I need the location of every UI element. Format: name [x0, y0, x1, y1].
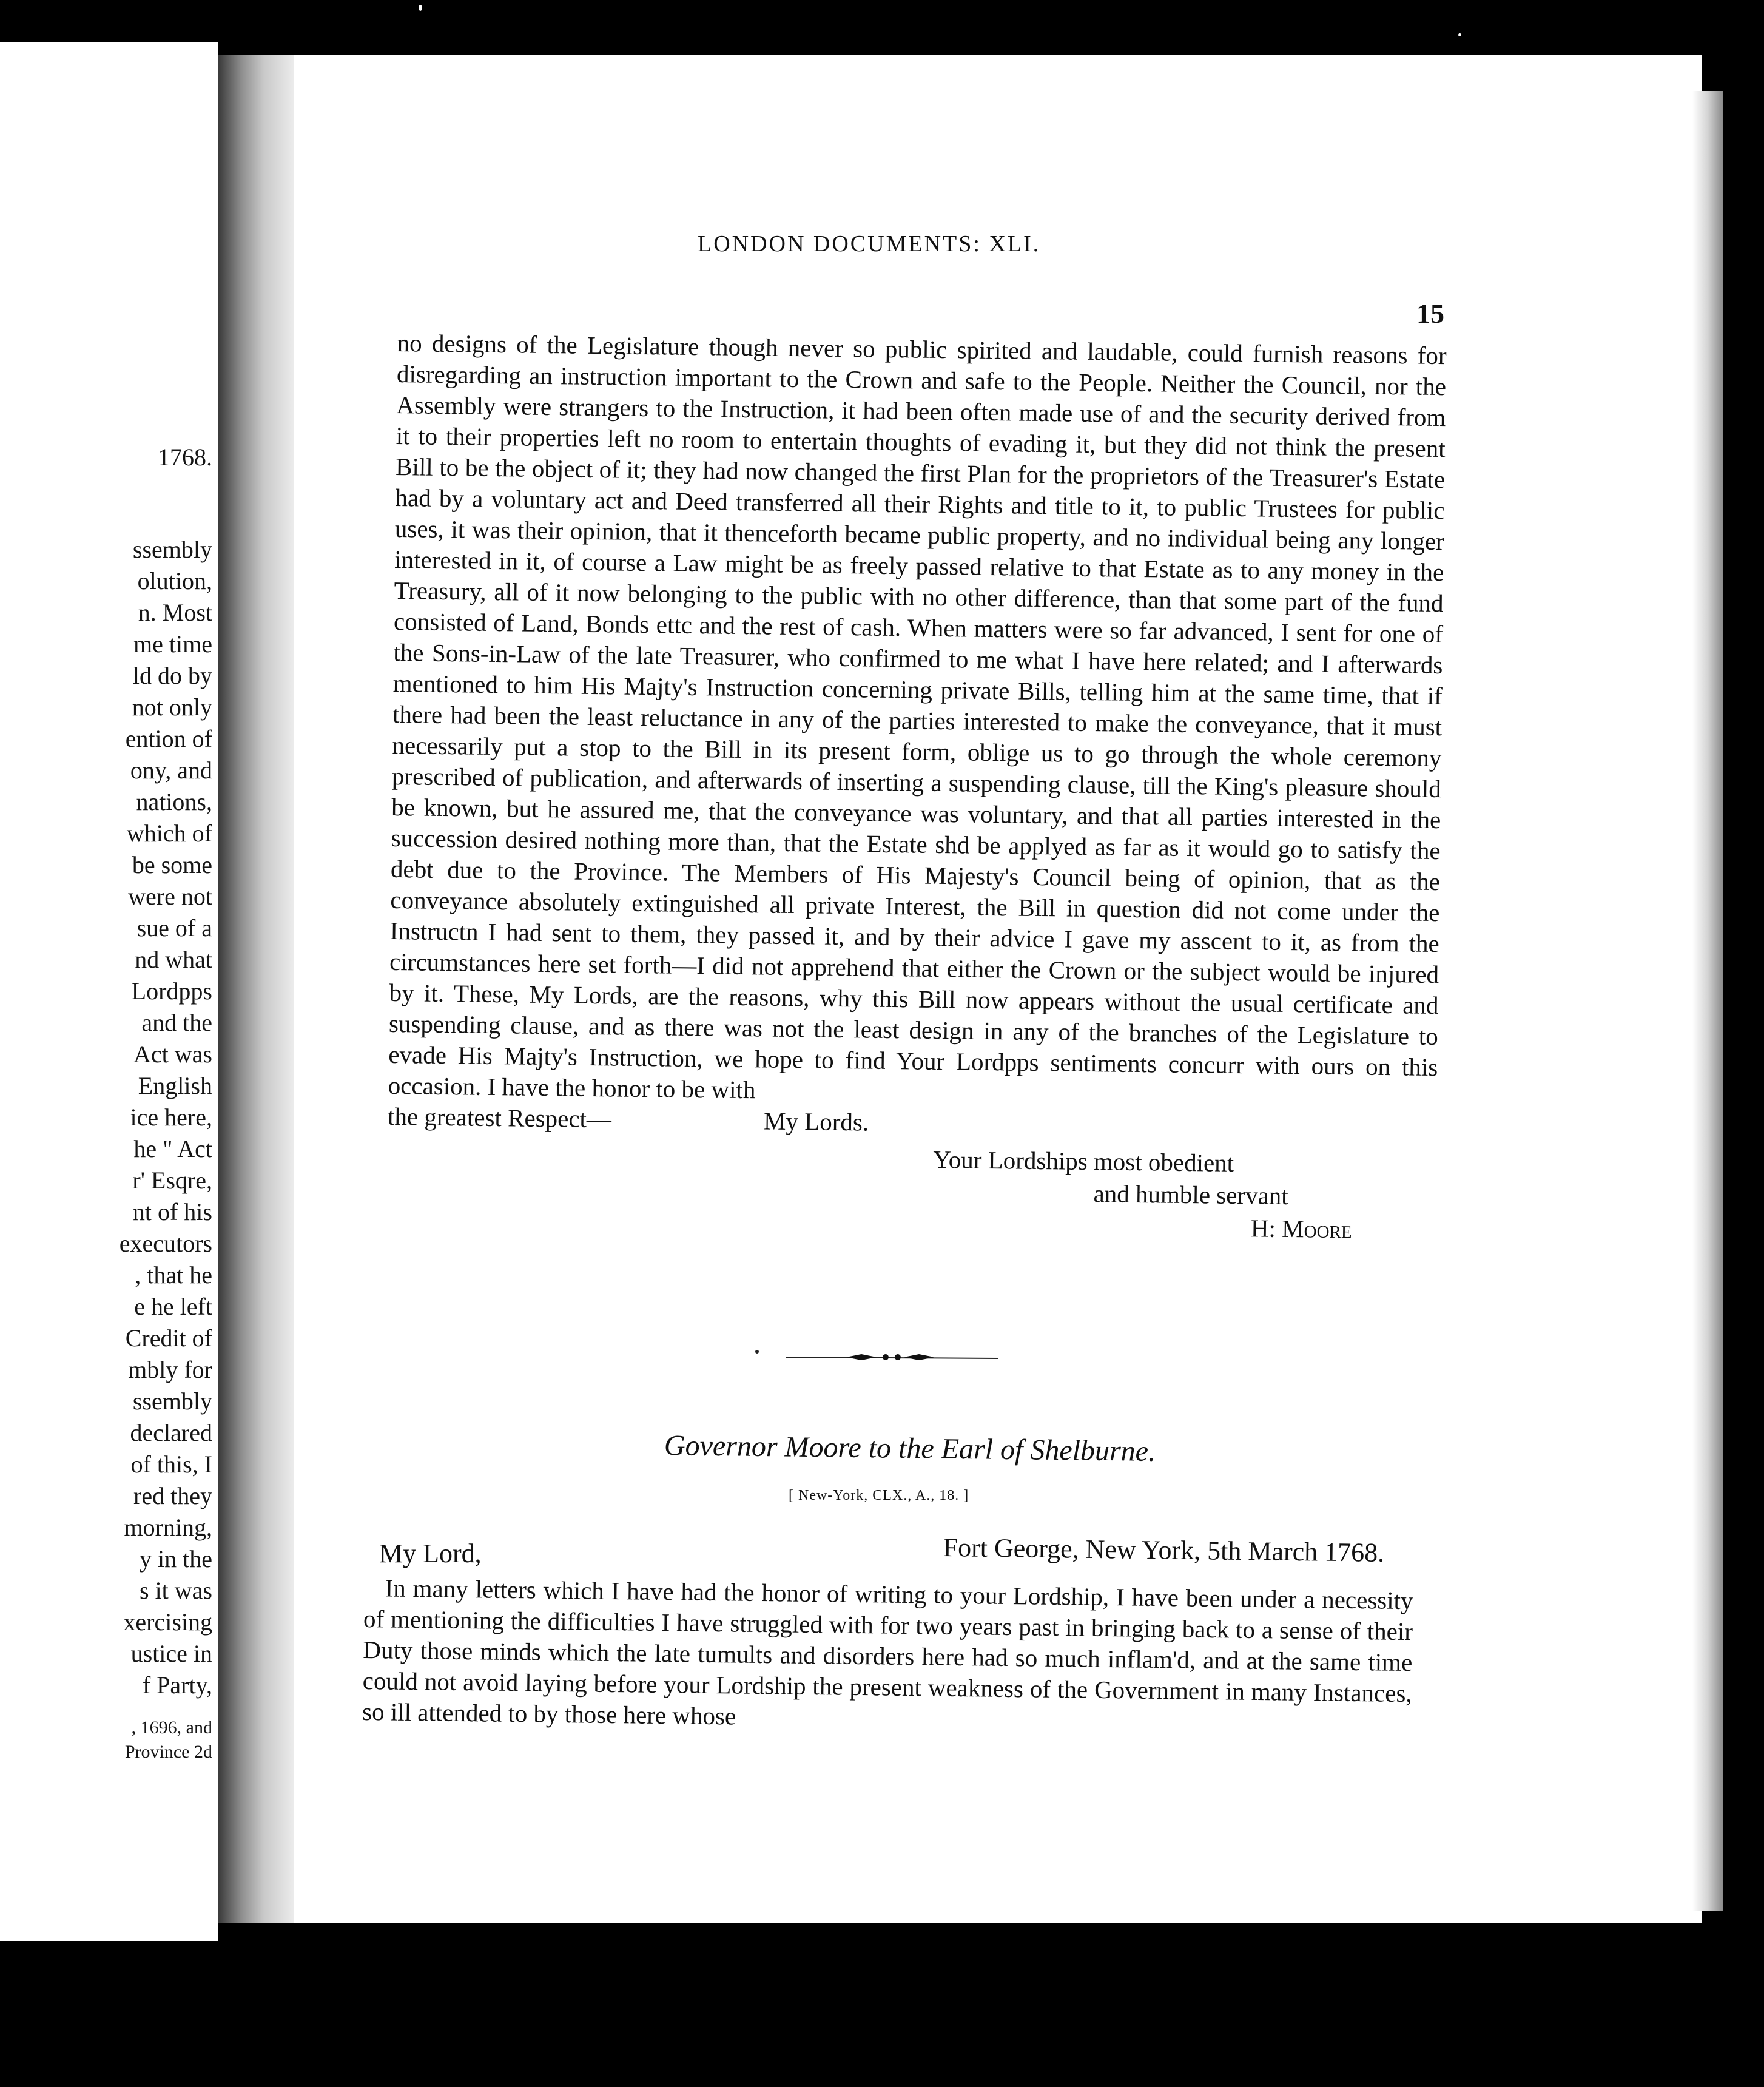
facing-page-fragment: not only — [132, 693, 212, 721]
letter-paragraph: In many letters which I have had the honor of writing to your Lordship, I have been under a necessity of mentioning the difficulties I have struggled with for two years past in bringing back to a sense of their Duty those minds which the late tumults and disorders here had so much inflam'd, and at the same time could not avoid laying before your Lordship the present weakness of the Government in many Instances, so ill attended to by those here whose — [362, 1574, 1413, 1730]
facing-page-fragment: s it was — [140, 1577, 212, 1604]
running-head: LONDON DOCUMENTS: XLI. — [698, 231, 1041, 257]
facing-page-fragment: ice here, — [130, 1104, 212, 1131]
scan-speck — [419, 5, 422, 11]
facing-page-fragment: Act was — [133, 1040, 212, 1068]
facing-page-fragment: which of — [126, 820, 212, 847]
facing-page — [0, 42, 218, 1941]
facing-page-fragment: of this, I — [130, 1451, 212, 1478]
facing-page-fragment: 1768. — [158, 443, 212, 471]
facing-page-fragment: sue of a — [136, 914, 212, 942]
facing-page-fragment: were not — [128, 883, 212, 910]
valediction-line-1: Your Lordships most obedient — [933, 1145, 1234, 1177]
page-number: 15 — [1416, 298, 1444, 329]
facing-page-footnote: Province 2d — [124, 1742, 212, 1762]
facing-page-fragment: e he left — [134, 1293, 212, 1320]
source-reference: [ New-York, CLX., A., 18. ] — [789, 1488, 969, 1503]
facing-page-footnote: , 1696, and — [131, 1718, 212, 1738]
facing-page-fragment: morning, — [124, 1514, 212, 1541]
facing-page-fragment: Lordpps — [131, 977, 212, 1005]
facing-page-fragment: n. Most — [138, 599, 212, 626]
body-paragraph: no designs of the Legislature though never so public spirited and laudable, could furnish reasons for disregarding an instruction important to the Crown and safe to the People. Neither the Council, nor the Assembly were strangers to the Instruction, it had been often made use of and the security derived from it to their properties left no room to entertain thoughts of evading it, but they did not think the present Bill to be the object of it; they had now changed the first Plan for the proprietors of the Treasurer's Estate had by a voluntary act and Deed transferred all their Rights and title to it, to public Trustees for public uses, it was their opinion, that it thenceforth became public property, and no individual being any longer interested in it, of course a Law might be as freely passed relative to that Estate as to any money in the Treasury, all of it now belonging to the public with no other difference, than that some part of the fund consisted of Land, Bonds ettc and the rest of cash. When matters were so far advanced, I sent for one of the Sons-in-Law of the late Treasurer, who confirmed to me what I have here related; and I afterwards mentioned to him His Majty's Instruction concerning private Bills, telling him at the same time, that if there had been the least reluctance in any of the parties interested to make the conveyance, that it must necessarily put a stop to the Bill in its present form, oblige us to go through the whole ceremony prescribed of publication, and afterwards of inserting a suspending clause, till the King's pleasure should be known, but he assured me, that the conveyance was voluntary, and that all parties interested in the succession desired nothing more than, that the Estate shd be applyed as far as it would go to satisfy the debt due to the Province. The Members of His Majesty's Council being of opinion, that as the conveyance absolutely extinguished all private Interest, the Bill in question did not come under the Instructn I had sent to them, they passed it, and by their advice I gave my asscent to it, as from the circumstances here set forth—I did not apprehend that either the Crown or the subject would be injured by it. These, My Lords, are the reasons, why this Bill now appears without the usual certificate and suspending clause, and as there was not the least design in any of the branches of the Legislature to evade His Majty's Instruction, we hope to find Your Lordpps sentiments concurr with ours on this occasion. I have the honor to be with — [388, 328, 1447, 1104]
facing-page-fragment: xercising — [123, 1608, 212, 1636]
facing-page-fragment: declared — [130, 1419, 212, 1446]
facing-page-fragment: ention of — [125, 725, 212, 752]
page-edge-shadow — [1692, 91, 1723, 1911]
facing-page-fragment: executors — [119, 1230, 212, 1257]
facing-page-fragment: me time — [133, 630, 212, 658]
facing-page-fragment: and the — [141, 1009, 212, 1036]
facing-page-fragment: Credit of — [125, 1324, 212, 1352]
facing-page-fragment: ssembly — [132, 1387, 212, 1415]
facing-page-fragment: ssembly — [132, 536, 212, 563]
facing-page-fragment: nations, — [136, 788, 212, 815]
facing-page-fragment: ld do by — [132, 662, 212, 689]
closing-salutation: My Lords. — [763, 1107, 869, 1136]
facing-page-fragment: ony, and — [130, 757, 212, 784]
facing-page-fragment: nd what — [135, 946, 212, 973]
facing-page-fragment: olution, — [137, 567, 212, 595]
salutation: My Lord, — [379, 1539, 482, 1568]
facing-page-fragment: be some — [132, 851, 212, 878]
facing-page-fragment: ustice in — [130, 1640, 212, 1667]
facing-page-fragment: nt of his — [132, 1198, 212, 1226]
letter-body — [362, 1573, 1413, 1740]
facing-page-fragment: red they — [133, 1482, 212, 1509]
facing-page-fragment: f Party, — [142, 1671, 212, 1699]
facing-page-fragment: r' Esqre, — [132, 1167, 212, 1194]
letter-continuation — [386, 328, 1446, 1263]
signature: H: Moore — [1250, 1214, 1352, 1244]
valediction-line-2: and humble servant — [1093, 1179, 1288, 1210]
facing-page-fragment: English — [138, 1072, 212, 1099]
scan-speck — [1458, 33, 1461, 36]
document-title: Governor Moore to the Earl of Shelburne. — [664, 1429, 1156, 1468]
closing-line: the greatest Respect— — [387, 1102, 612, 1133]
binding-gutter — [218, 55, 294, 1923]
facing-page-fragment: y in the — [140, 1545, 212, 1573]
closing-block — [386, 1101, 1437, 1263]
facing-page-fragment: mbly for — [128, 1356, 212, 1383]
facing-page-fragment: , that he — [135, 1261, 212, 1289]
dateline: Fort George, New York, 5th March 1768. — [943, 1532, 1385, 1568]
ornament-divider — [755, 1348, 1010, 1366]
facing-page-fragment: he " Act — [133, 1135, 212, 1162]
